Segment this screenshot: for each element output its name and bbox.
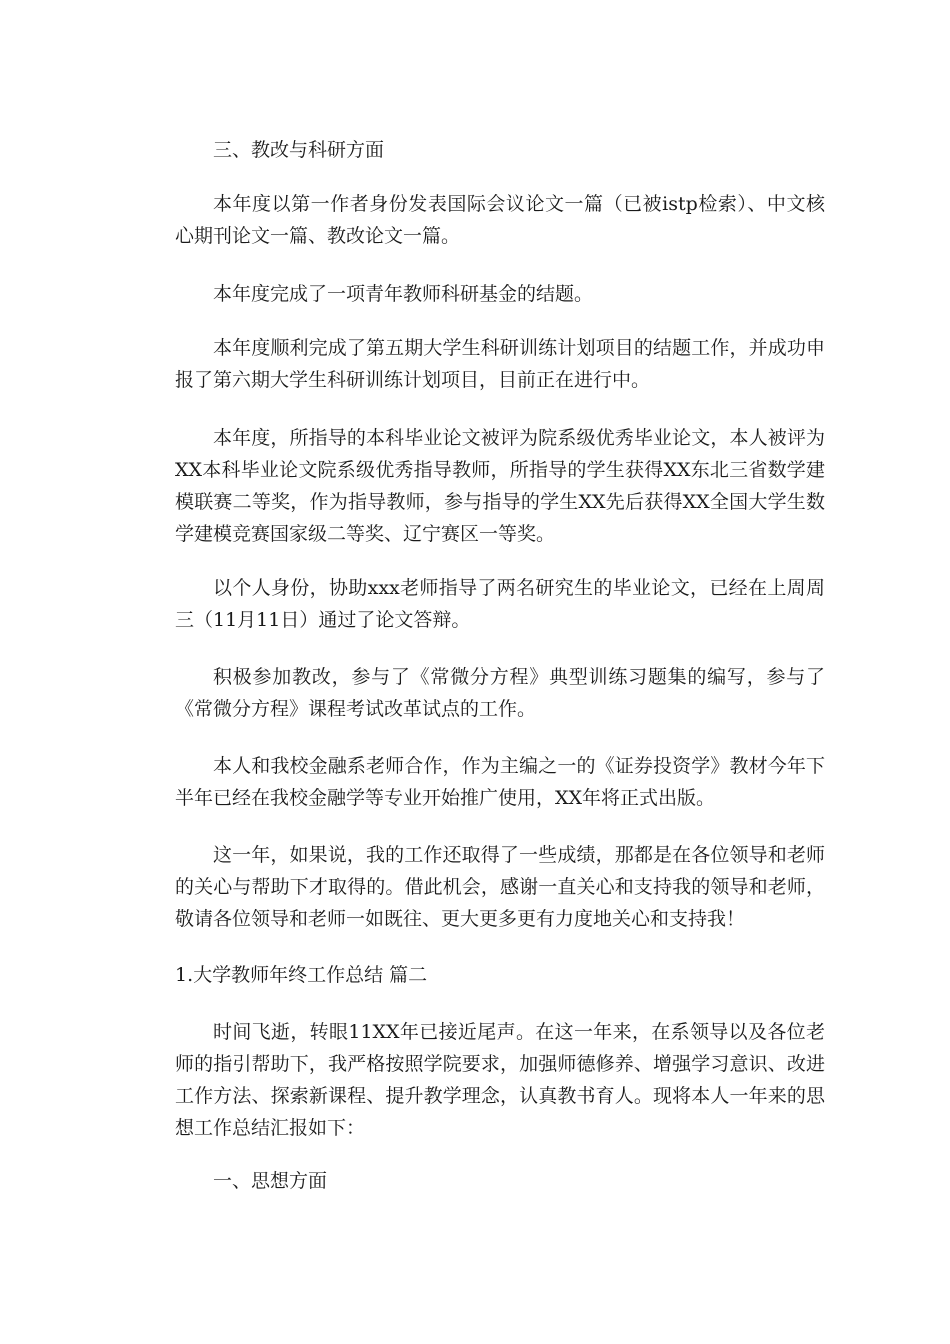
paragraph-publications: 本年度以第一作者身份发表国际会议论文一篇（已被istp检索）、中文核心期刊论文一篇、教改论文一篇。 <box>175 193 825 247</box>
paragraph-graduate-thesis: 以个人身份，协助xxx老师指导了两名研究生的毕业论文，已经在上周周三（11月11日）通过了论文答辩。 <box>175 577 825 631</box>
paragraph-acknowledgement: 这一年，如果说，我的工作还取得了一些成绩，那都是在各位领导和老师的关心与帮助下才取得的。借此机会，感谢一直关心和支持我的领导和老师，敬请各位领导和老师一如既往、更大更多更有力度地关心和支持我！ <box>175 844 825 930</box>
paragraph-thesis-awards: 本年度，所指导的本科毕业论文被评为院系级优秀毕业论文，本人被评为XX本科毕业论文院系级优秀指导教师，所指导的学生获得XX东北三省数学建模联赛二等奖，作为指导教师，参与指导的学生XX先后获得XX全国大学生数学建模竞赛国家级二等奖、辽宁赛区一等奖。 <box>175 427 825 545</box>
paragraph-teaching-reform: 积极参加教改，参与了《常微分方程》典型训练习题集的编写，参与了《常微分方程》课程考试改革试点的工作。 <box>175 666 825 720</box>
part-2-title: 1.大学教师年终工作总结 篇二 <box>175 964 428 986</box>
paragraph-textbook: 本人和我校金融系老师合作，作为主编之一的《证券投资学》教材今年下半年已经在我校金融学等专业开始推广使用，XX年将正式出版。 <box>175 755 825 809</box>
section-heading-teaching-research: 三、教改与科研方面 <box>213 139 385 161</box>
paragraph-part-2-intro: 时间飞逝，转眼11XX年已接近尾声。在这一年来，在系领导以及各位老师的指引帮助下，我严格按照学院要求，加强师德修养、增强学习意识、改进工作方法、探索新课程、提升教学理念，认真教书育人。现将本人一年来的思想工作总结汇报如下： <box>175 1021 825 1139</box>
paragraph-student-research-project: 本年度顺利完成了第五期大学生科研训练计划项目的结题工作，并成功申报了第六期大学生科研训练计划项目，目前正在进行中。 <box>175 337 825 391</box>
section-heading-ideology: 一、思想方面 <box>213 1170 328 1192</box>
paragraph-research-fund: 本年度完成了一项青年教师科研基金的结题。 <box>213 283 594 305</box>
